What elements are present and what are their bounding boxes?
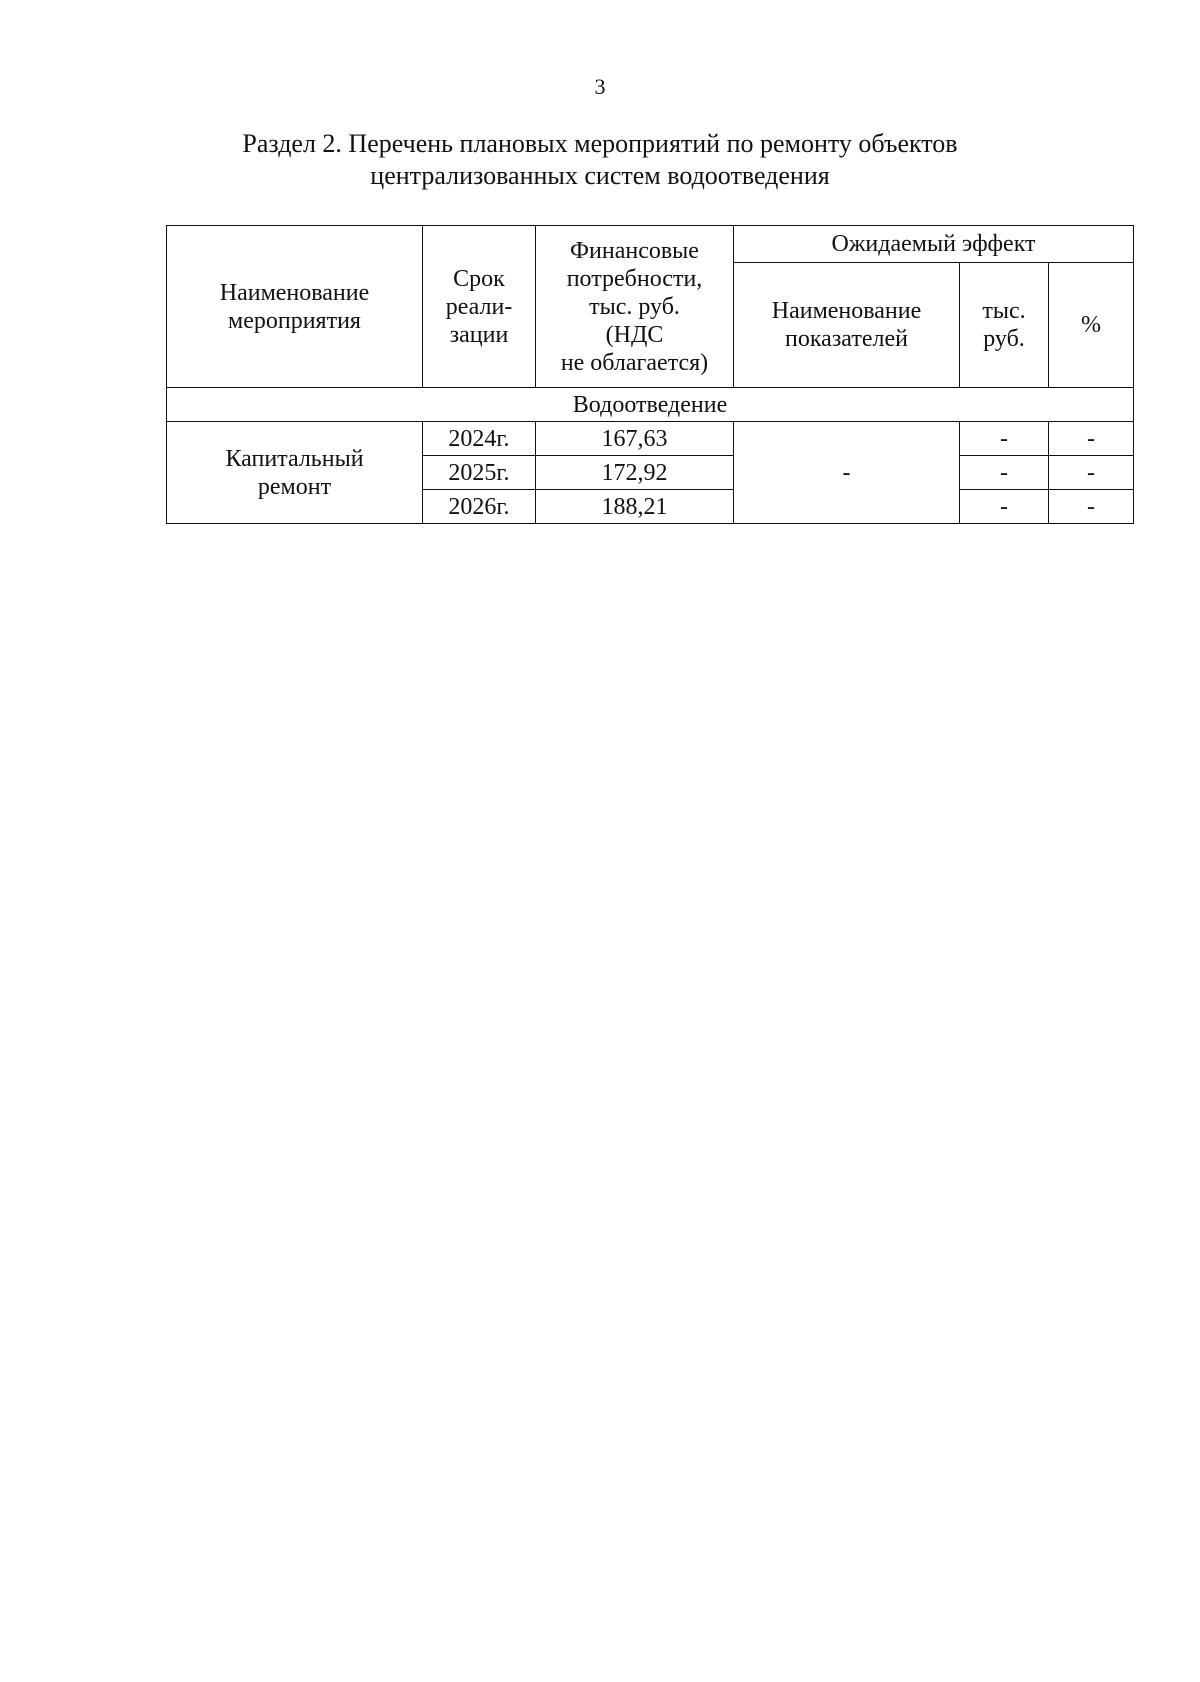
year-cell: 2025г. (423, 456, 536, 490)
effect-percent-cell: - (1049, 422, 1134, 456)
section-row (167, 388, 1134, 422)
year-cell: 2026г. (423, 490, 536, 524)
header-finance: Финансовые потребности, тыс. руб. (НДС не облагается) (536, 226, 734, 388)
page-number: 3 (594, 74, 606, 99)
section-title-line-1: Раздел 2. Перечень плановых мероприятий по ремонту объектов (242, 129, 958, 158)
header-effect-indicators: Наименование показателей (734, 263, 960, 388)
header-measure-name: Наименование мероприятия (167, 226, 423, 388)
measure-name-cell: Капитальный ремонт (167, 422, 423, 524)
effect-percent-cell: - (1049, 456, 1134, 490)
table-row (167, 422, 1134, 456)
effect-rub-cell: - (960, 456, 1049, 490)
section-title-line-2: централизованных систем водоотведения (370, 161, 830, 190)
effect-percent-cell: - (1049, 490, 1134, 524)
section-label: Водоотведение (167, 388, 1134, 422)
effect-rub-cell: - (960, 490, 1049, 524)
header-effect-rub: тыс. руб. (960, 263, 1049, 388)
amount-cell: 172,92 (536, 456, 734, 490)
effect-name-cell: - (734, 422, 960, 524)
header-effect-percent: % (1049, 263, 1134, 388)
year-cell: 2024г. (423, 422, 536, 456)
measures-table (166, 225, 1134, 524)
amount-cell: 167,63 (536, 422, 734, 456)
header-term: Срок реали- зации (423, 226, 536, 388)
effect-rub-cell: - (960, 422, 1049, 456)
amount-cell: 188,21 (536, 490, 734, 524)
header-expected-effect: Ожидаемый эффект (734, 226, 1134, 263)
section-title (0, 128, 1200, 192)
header-row-1 (167, 226, 1134, 263)
